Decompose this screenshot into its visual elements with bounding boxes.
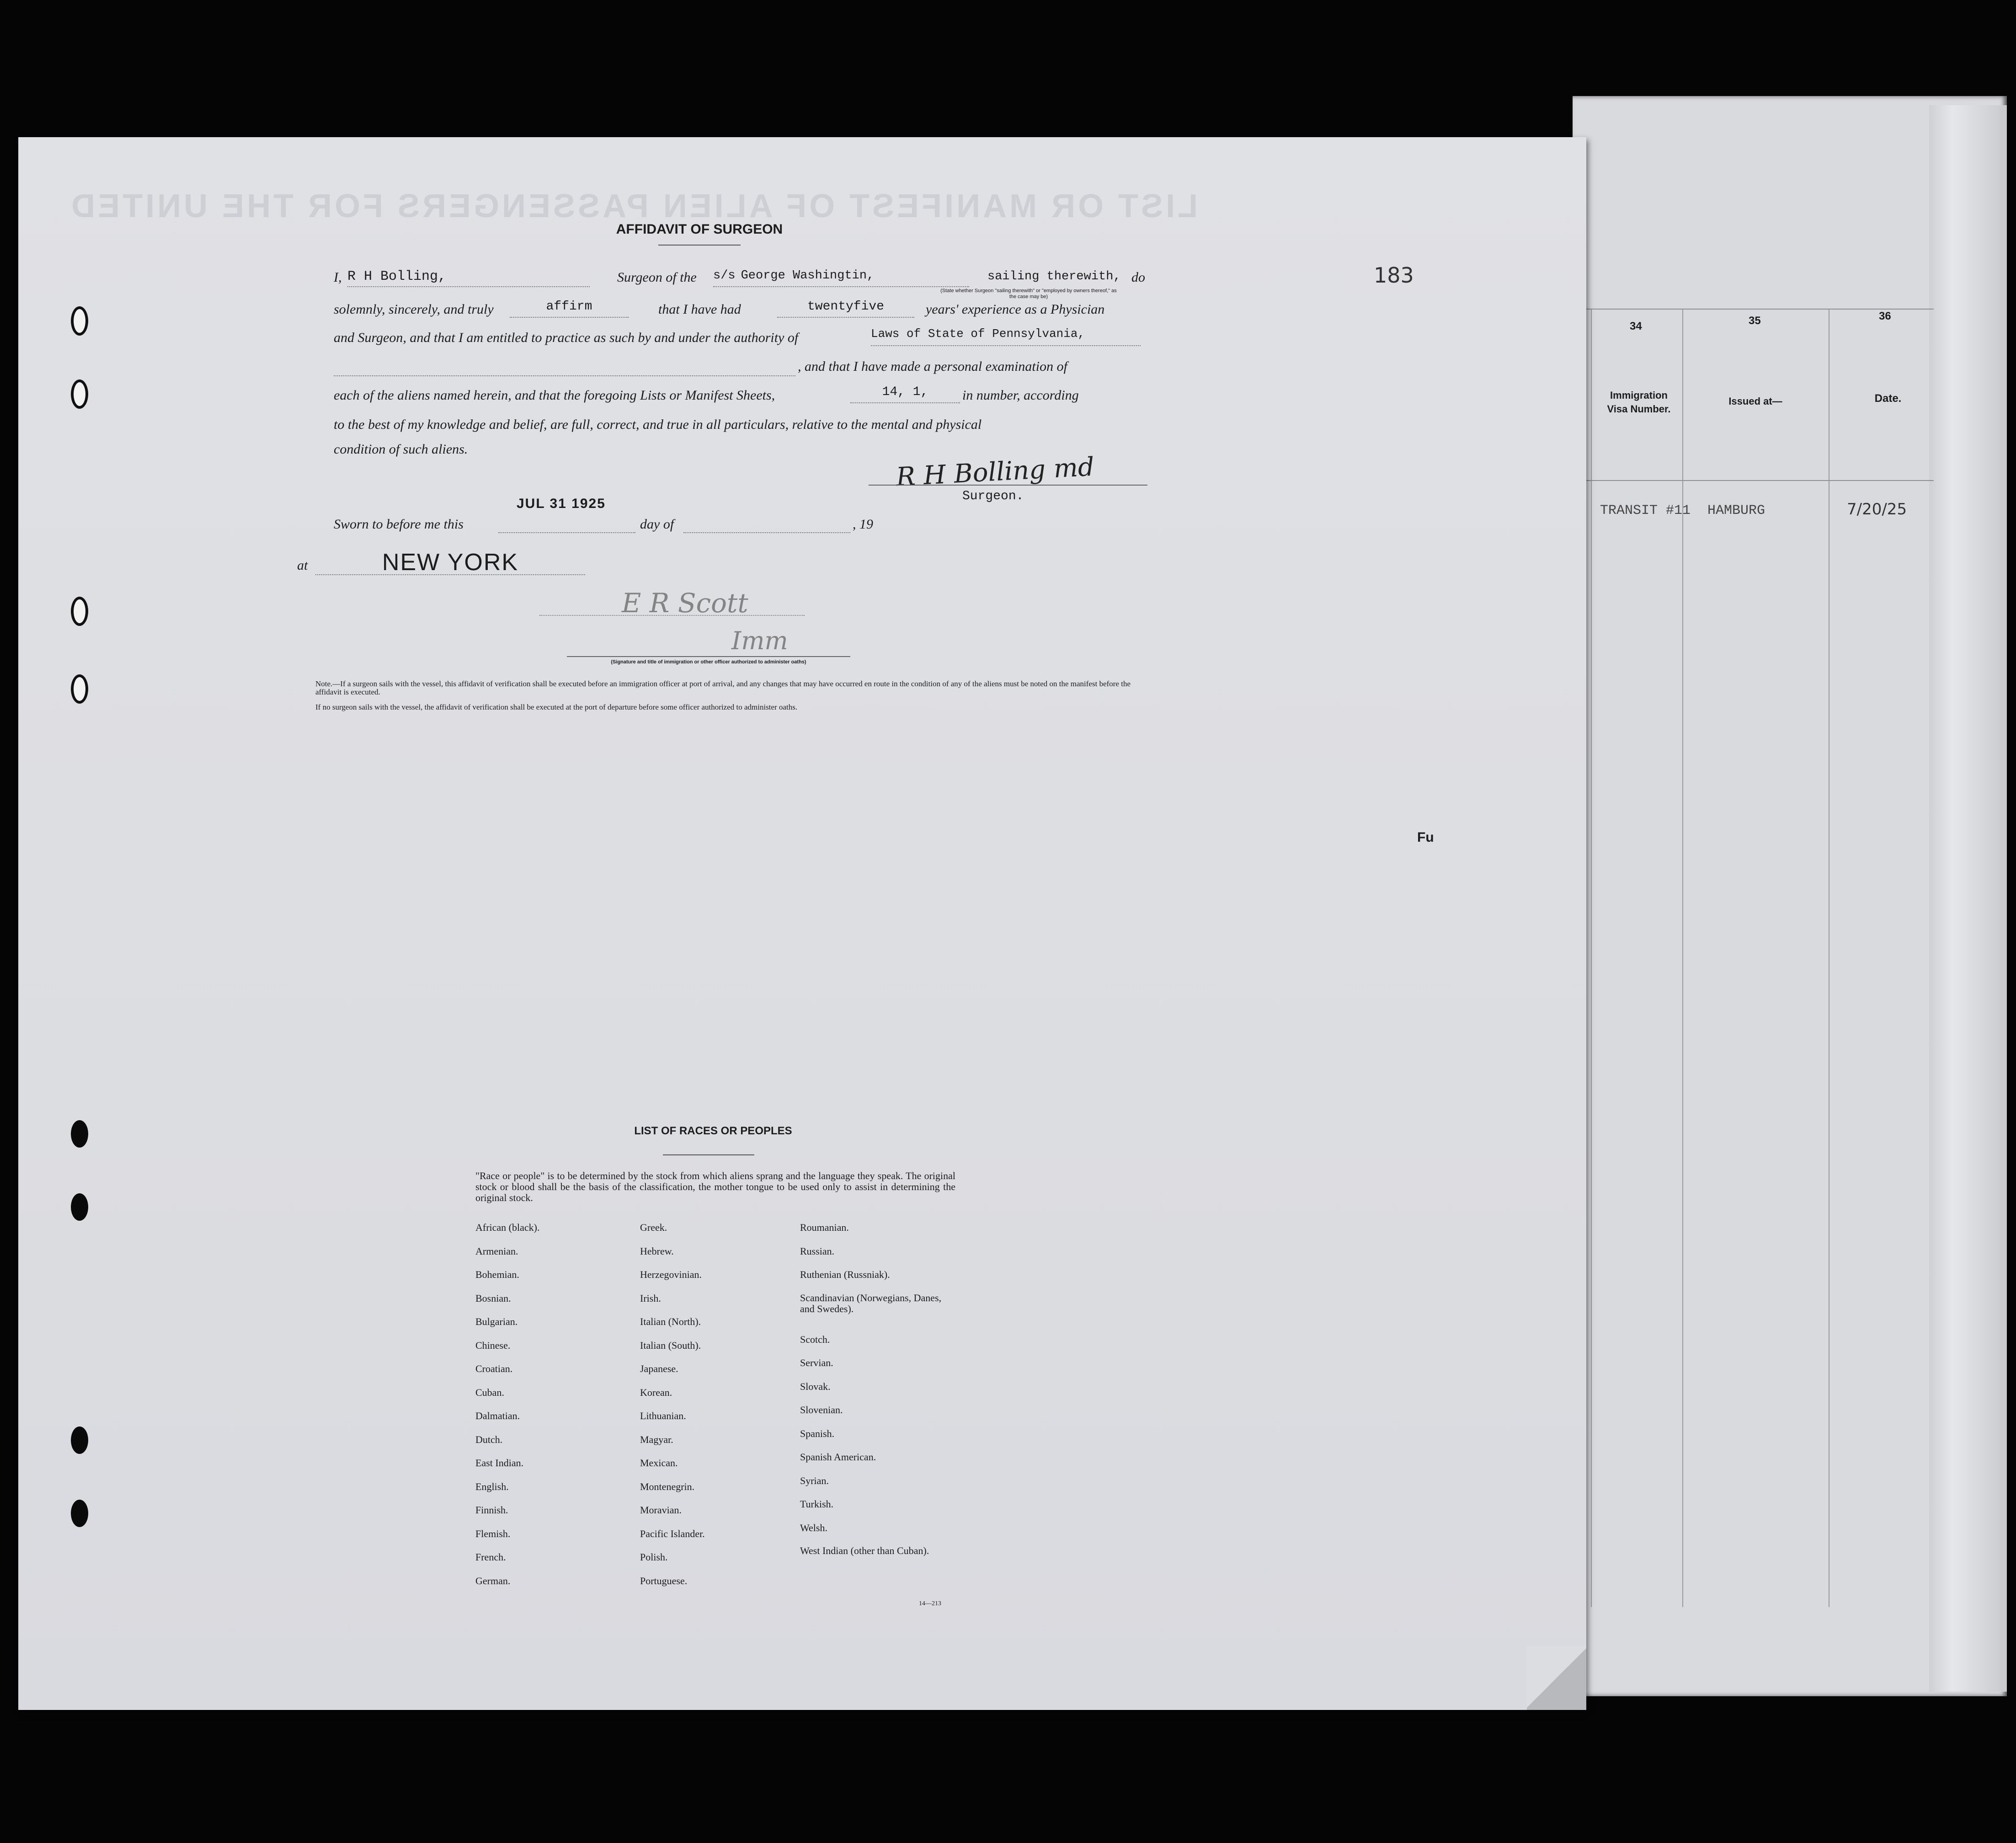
years-experience: twentyfive (807, 299, 885, 314)
race-item: Bosnian. (475, 1292, 511, 1304)
race-item: Korean. (640, 1386, 672, 1398)
race-item: English. (475, 1480, 509, 1492)
affirm-line (510, 299, 629, 318)
race-item: East Indian. (475, 1457, 524, 1469)
race-item: Cuban. (475, 1386, 504, 1398)
entry-issued-at: HAMBURG (1707, 503, 1765, 518)
race-item: Ruthenian (Russniak). (800, 1269, 890, 1280)
race-item: Japanese. (640, 1363, 678, 1374)
show-through-header: LIST OR MANIFEST OF ALIEN PASSENGERS FOR THE UNITED (69, 188, 1198, 224)
binder-hole (71, 1120, 88, 1148)
sworn-day-line (498, 516, 635, 533)
page-number: 183 (1374, 263, 1414, 288)
race-item: Syrian. (800, 1474, 829, 1486)
title-rule (658, 245, 741, 246)
race-item: Italian (South). (640, 1339, 701, 1351)
race-item: Moravian. (640, 1504, 682, 1516)
binder-hole (71, 379, 88, 409)
affidavit-line2-c: years' experience as a Physician (926, 302, 1105, 317)
column-header-date: Date. (1874, 392, 1902, 405)
race-item: Turkish. (800, 1498, 834, 1510)
signature-line (869, 485, 1147, 486)
race-item: Dalmatian. (475, 1410, 520, 1421)
officer-signature: E R Scott (622, 588, 748, 619)
surgeon-name-line (347, 269, 590, 287)
race-item: German. (475, 1575, 511, 1587)
race-item: Russian. (800, 1245, 835, 1257)
race-item: Spanish American. (800, 1451, 876, 1463)
binder-hole (71, 1193, 88, 1221)
authority-line (871, 327, 1141, 346)
authority-text: Laws of State of Pennsylvania, (871, 327, 1085, 341)
race-item: Flemish. (475, 1528, 511, 1539)
surgeon-name: R H Bolling, (347, 269, 447, 284)
note-surgeon-sails: Note.—If a surgeon sails with the vessel, this affidavit of verification shall be executed before an immigration officer at port of arrival, and any changes that may have occurred en route in the condition of any of the aliens must be noted on the manifest before the affidavit is executed. (315, 679, 1131, 696)
vessel-line (713, 269, 969, 287)
race-item: Mexican. (640, 1457, 678, 1469)
binder-hole (71, 1500, 88, 1527)
affidavit-line5-a: each of the aliens named herein, and that the foregoing Lists or Manifest Sheets, (334, 388, 775, 403)
note-no-surgeon: If no surgeon sails with the vessel, the affidavit of verification shall be executed at the port of departure before some officer authorized to administer oaths. (315, 703, 798, 711)
entry-date: 7/20/25 (1847, 500, 1907, 518)
do-label: do (1131, 270, 1145, 285)
race-item: Polish. (640, 1551, 668, 1563)
affidavit-line2-b: that I have had (658, 302, 741, 317)
blank-authority-line (334, 359, 795, 376)
affidavit-line2-a: solemnly, sincerely, and truly (334, 302, 494, 317)
surgeon-signature: R H Bolling md (895, 452, 1095, 492)
header-bottom-rule (1586, 480, 1934, 481)
race-item: Bulgarian. (475, 1316, 518, 1327)
officer-title: Imm (731, 626, 788, 655)
column-number-36: 36 (1879, 310, 1891, 322)
binder-hole (71, 597, 88, 626)
races-column-2 (640, 1222, 791, 1598)
page-corner-fold (1527, 1646, 1586, 1710)
affidavit-line7: condition of such aliens. (334, 442, 468, 457)
race-item: Irish. (640, 1292, 661, 1304)
affidavit-line4: , and that I have made a personal examination of (798, 359, 1067, 374)
race-item: Montenegrin. (640, 1480, 695, 1492)
race-item: Pacific Islander. (640, 1528, 705, 1539)
race-item: Magyar. (640, 1433, 673, 1445)
affidavit-title: AFFIDAVIT OF SURGEON (616, 222, 783, 237)
officer-dotted-line (539, 615, 805, 616)
race-item: Finnish. (475, 1504, 508, 1516)
race-item: Dutch. (475, 1433, 503, 1445)
surgeon-status-note: (State whether Surgeon "sailing therewith" or "employed by owners thereof," as the case may be) (940, 288, 1117, 299)
column-number-35: 35 (1749, 315, 1761, 327)
affirm-text: affirm (546, 299, 592, 314)
races-column-1 (475, 1222, 622, 1598)
sworn-month-line (683, 516, 850, 533)
race-item: Armenian. (475, 1245, 518, 1257)
race-item: Scotch. (800, 1333, 830, 1345)
race-item: African (black). (475, 1222, 540, 1233)
sheets-count: 14, 1, (882, 385, 928, 399)
race-item: Herzegovinian. (640, 1269, 702, 1280)
surgeon-label: Surgeon. (962, 489, 1024, 503)
affidavit-i-label: I, (334, 270, 342, 285)
column-header-visa-number: Immigration Visa Number. (1607, 390, 1671, 415)
sworn-day-of: day of (640, 517, 674, 532)
races-column-3 (800, 1222, 955, 1573)
affidavit-line6: to the best of my knowledge and belief, are full, correct, and true in all particulars, relative to the mental and physical (334, 417, 982, 432)
entry-visa-number: TRANSIT #11 (1600, 503, 1691, 518)
race-item: Slovak. (800, 1380, 831, 1392)
races-title: LIST OF RACES OR PEOPLES (634, 1125, 792, 1137)
vessel-prefix: s/s (713, 269, 736, 283)
surgeon-of-label: Surgeon of the (617, 270, 697, 285)
years-line (777, 299, 914, 318)
back-page-edge (1929, 105, 2007, 1692)
race-item: West Indian (other than Cuban). (800, 1545, 929, 1556)
binder-hole (71, 1426, 88, 1454)
date-stamp: JUL 31 1925 (517, 496, 606, 511)
form-number: 14—213 (919, 1600, 941, 1607)
column-header-issued-at: Issued at— (1728, 395, 1782, 407)
race-item: Scandinavian (Norwegians, Danes, and Swedes). (800, 1292, 942, 1314)
race-item: Bohemian. (475, 1269, 519, 1280)
col-divider (1591, 309, 1592, 1607)
race-item: Hebrew. (640, 1245, 674, 1257)
affidavit-line5-b: in number, according (962, 388, 1079, 403)
affidavit-line3-a: and Surgeon, and that I am entitled to practice as such by and under the authority of (334, 330, 799, 345)
race-item: Servian. (800, 1357, 833, 1368)
binder-hole (71, 306, 88, 336)
header-top-rule (1586, 309, 1934, 310)
race-item: Slovenian. (800, 1404, 843, 1416)
race-item: Welsh. (800, 1522, 827, 1533)
margin-marks: Fu (1417, 830, 1434, 845)
sworn-label: Sworn to before me this (334, 517, 464, 532)
race-item: Chinese. (475, 1339, 511, 1351)
place-line (315, 549, 585, 575)
races-title-rule (663, 1154, 754, 1155)
races-intro: "Race or people" is to be determined by the stock from which aliens sprang and the language they speak. The original stock or blood shall be the basis of the classification, the mother tongue to be used only to assist in determining the original stock. (475, 1170, 955, 1203)
officer-line (567, 656, 850, 657)
race-item: Croatian. (475, 1363, 513, 1374)
binder-hole (71, 674, 88, 704)
at-label: at (297, 558, 308, 573)
race-item: Greek. (640, 1222, 667, 1233)
race-item: Spanish. (800, 1427, 835, 1439)
race-item: Lithuanian. (640, 1410, 686, 1421)
sailing-therewith: sailing therewith, (987, 270, 1121, 283)
officer-caption: (Signature and title of immigration or other officer authorized to administer oaths) (611, 659, 806, 665)
race-item: Portuguese. (640, 1575, 688, 1587)
race-item: Roumanian. (800, 1222, 849, 1233)
race-item: Italian (North). (640, 1316, 701, 1327)
column-number-34: 34 (1630, 320, 1642, 332)
vessel-name: George Washingtin, (741, 269, 875, 283)
race-item: French. (475, 1551, 506, 1563)
sworn-year: , 19 (853, 517, 873, 532)
sheets-line (850, 385, 960, 403)
place-of-oath: NEW YORK (382, 549, 519, 576)
